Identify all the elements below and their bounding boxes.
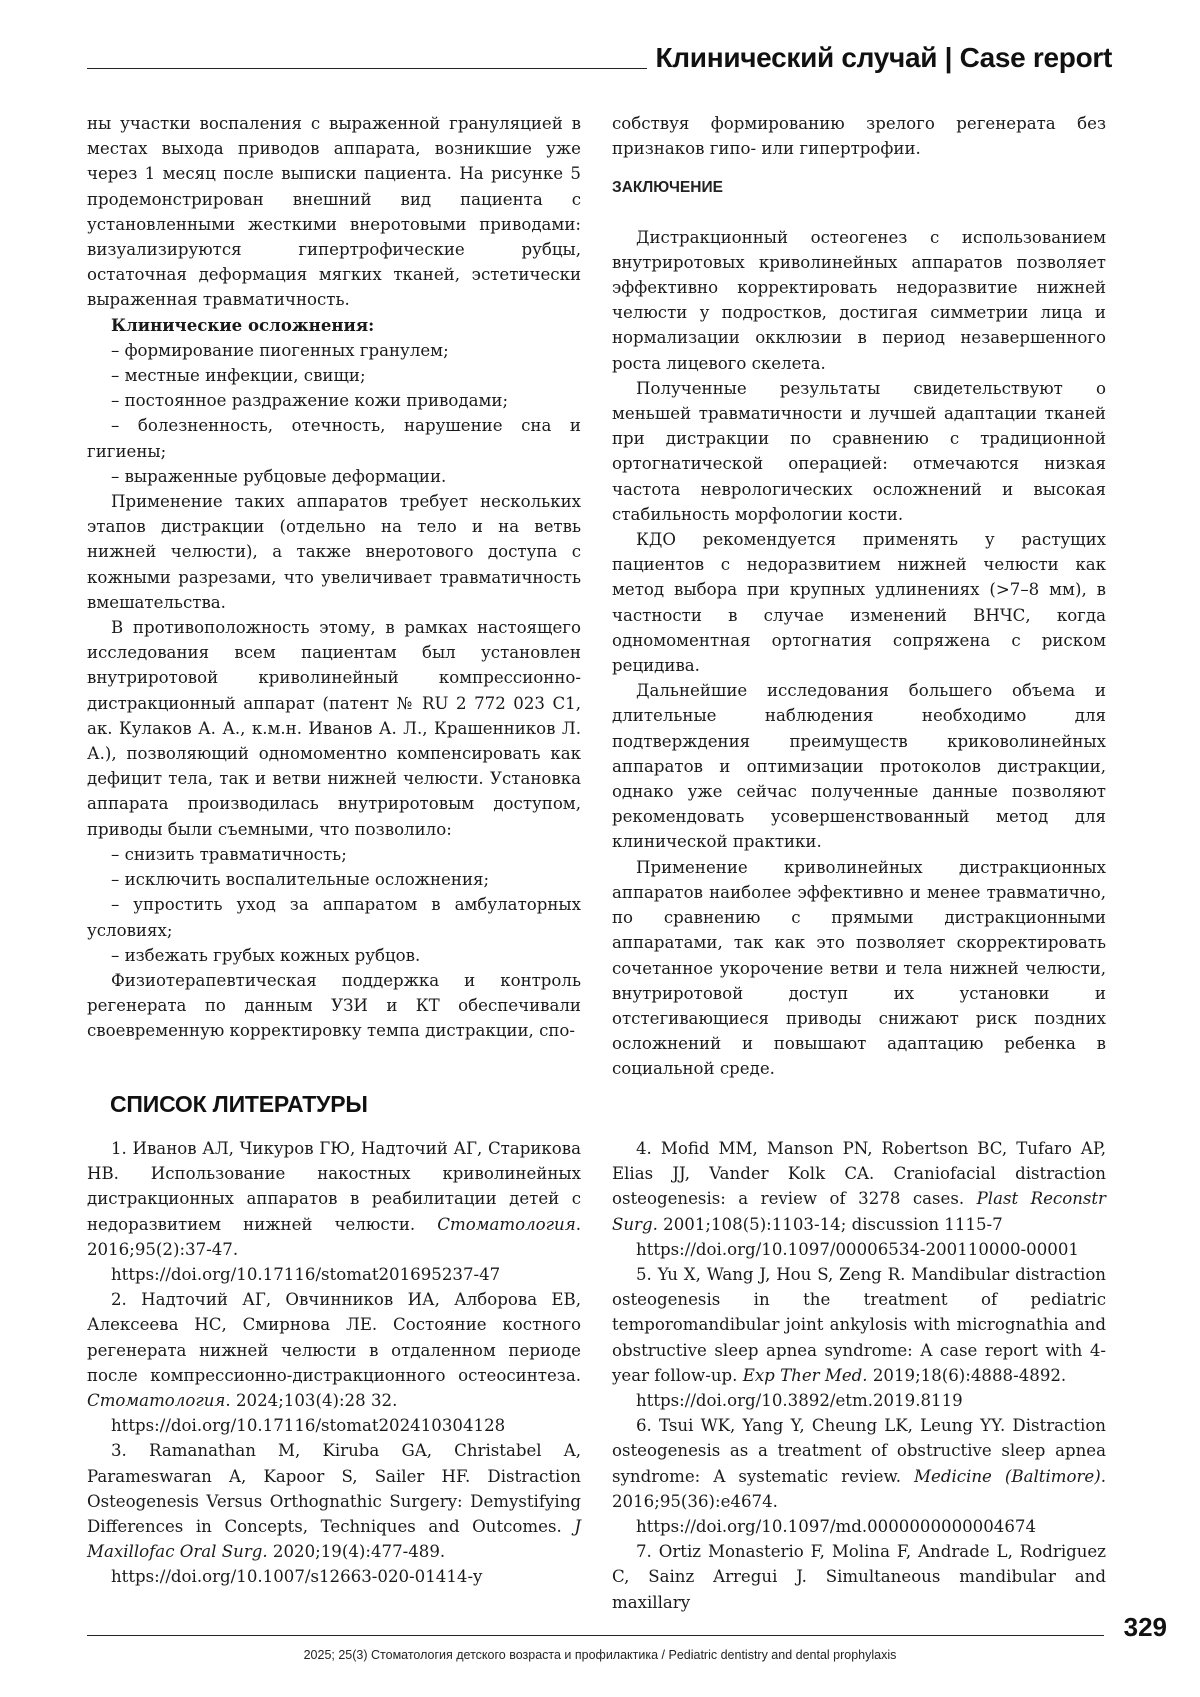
conclusion-paragraph: Дистракционный остеогенез с использованием внутриротовых криволинейных аппаратов позволяет эффективно корректировать недоразвитие нижней челюсти у подростков, достигая симметрии лица и нормализации окклюзии в период незавершенного роста лицевого скелета.: [612, 227, 1106, 373]
conclusion-paragraph: КДО рекомендуется применять у растущих пациентов с недоразвитием нижней челюсти как метод выбора при крупных удлинениях (>7–8 мм), в частности в случае изменений ВНЧС, когда одномоментная ортогнатия сопряжена с риском рецидива.: [612, 530, 1106, 676]
right-column: [612, 111, 1106, 1082]
reference-doi-link[interactable]: https://doi.org/10.17116/stomat202410304128: [111, 1416, 506, 1436]
complication-item: – формирование пиогенных гранулем;: [111, 340, 449, 360]
benefit-item: – исключить воспалительные осложнения;: [111, 870, 490, 890]
reference-doi-link[interactable]: https://doi.org/10.1097/md.0000000000004674: [636, 1517, 1037, 1537]
body-paragraph: Применение таких аппаратов требует нескольких этапов дистракции (отдельно на тело и на ветвь нижней челюсти), а также внеротового доступа с кожными разрезами, что увеличивает травматичность вмешательства.: [87, 492, 581, 612]
reference-item: 7. Ortiz Monasterio F, Molina F, Andrade L, Rodriguez C, Sainz Arregui J. Simultaneous mandibular and maxillary: [612, 1542, 1106, 1612]
benefit-item: – избежать грубых кожных рубцов.: [111, 945, 421, 965]
page-number: 329: [1123, 1612, 1167, 1642]
reference-doi-link[interactable]: https://doi.org/10.1007/s12663-020-01414-y: [111, 1567, 483, 1587]
complication-item: – постоянное раздражение кожи приводами;: [111, 391, 509, 411]
complications-title: Клинические осложнения:: [111, 314, 375, 335]
reference-item: 6. Tsui WK, Yang Y, Cheung LK, Leung YY. Distraction osteogenesis as a treatment of obstructive sleep apnea syndrome: A systematic review. Medicine (Baltimore). 2016;95(36):e4674.: [612, 1416, 1107, 1511]
body-paragraph: ны участки воспаления с выраженной грануляцией в местах выхода приводов аппарата, возникшие уже через 1 месяц после выписки пациента. На рисунке 5 продемонстрирован внешний вид пациента с установленными жесткими внеротовыми приводами: визуализируются гипертрофические рубцы, остаточная деформация мягких тканей, эстетически выраженная травматичность.: [87, 114, 581, 310]
body-paragraph: собствуя формированию зрелого регенерата без признаков гипо- или гипертрофии.: [612, 114, 1106, 159]
complication-item: – болезненность, отечность, нарушение сна и гигиены;: [87, 416, 581, 461]
body-paragraph: Физиотерапевтическая поддержка и контроль регенерата по данным УЗИ и КТ обеспечивали своевременную корректировку темпа дистракции, спо-: [87, 970, 581, 1041]
reference-doi-link[interactable]: https://doi.org/10.17116/stomat201695237-47: [111, 1265, 501, 1285]
reference-item: 2. Надточий АГ, Овчинников ИА, Алборова ЕВ, Алексеева НС, Смирнова ЛЕ. Состояние костного регенерата нижней челюсти в отдаленном периоде после компрессионно-дистракционного остеосинтеза. Стоматология. 2024;103(4):28 32.: [87, 1290, 581, 1411]
reference-item: 5. Yu X, Wang J, Hou S, Zeng R. Mandibular distraction osteogenesis in the treatment of pediatric temporomandibular joint ankylosis with micrognathia and obstructive sleep apnea syndrome: A case report with 4-year follow-up. Exp Ther Med. 2019;18(6):4888-4892.: [612, 1265, 1106, 1385]
benefit-item: – снизить травматичность;: [111, 844, 347, 864]
complication-item: – местные инфекции, свищи;: [111, 366, 366, 386]
footer-journal-line: 2025; 25(3) Стоматология детского возраста и профилактика / Pediatric dentistry and dental prophylaxis: [303, 1648, 897, 1662]
header-rule: [87, 68, 647, 69]
references-right-column: [612, 1136, 1106, 1615]
complication-item: – выраженные рубцовые деформации.: [111, 466, 447, 486]
conclusion-paragraph: Применение криволинейных дистракционных аппаратов наиболее эффективно и менее травматично, по сравнению с прямыми дистракционными аппаратами, так как это позволяет скорректировать сочетанное укорочение ветви и тела нижней челюсти, внутриротовой доступ их установки и отстегивающиеся приводы снижают риск поздних осложнений и повышают адаптацию ребенка в социальной среде.: [612, 857, 1106, 1079]
benefit-item: – упростить уход за аппаратом в амбулаторных условиях;: [87, 895, 581, 940]
running-header-title: Клинический случай | Case report: [655, 42, 1112, 73]
references-left-column: [87, 1136, 581, 1590]
conclusion-paragraph: Дальнейшие исследования большего объема и длительные наблюдения необходимо для подтверждения преимуществ криковолинейных аппаратов и оптимизации протоколов дистракции, однако уже сейчас полученные данные позволяют рекомендовать усовершенствованный метод для клинической практики.: [612, 681, 1106, 852]
footer-rule: [87, 1635, 1104, 1636]
references-heading: СПИСОК ЛИТЕРАТУРЫ: [110, 1091, 368, 1117]
conclusion-heading: ЗАКЛЮЧЕНИЕ: [612, 179, 723, 197]
reference-item: 3. Ramanathan M, Kiruba GA, Christabel A, Parameswaran A, Kapoor S, Sailer HF. Distraction Osteogenesis Versus Orthognathic Surgery: Demystifying Differences in Concepts, Techniques and Outcomes. J Maxillofac Oral Surg. 2020;19(4):477-489.: [87, 1441, 581, 1562]
reference-doi-link[interactable]: https://doi.org/10.3892/etm.2019.8119: [636, 1391, 963, 1411]
left-column: [87, 111, 581, 1044]
body-paragraph: В противоположность этому, в рамках настоящего исследования всем пациентам был установлен внутриротовой криволинейный компрессионно-дистракционный аппарат (патент № RU 2 772 023 C1, ак. Кулаков А. А., к.м.н. Иванов А. Л., Крашенников Л. А.), позволяющий одномоментно компенсировать как дефицит тела, так и ветви нижней челюсти. Установка аппарата производилась внутриротовым доступом, приводы были съемными, что позволило:: [87, 618, 581, 839]
reference-item: 1. Иванов АЛ, Чикуров ГЮ, Надточий АГ, Старикова НВ. Использование накостных криволинейных дистракционных аппаратов в реабилитации детей с недоразвитием нижней челюсти. Стоматология. 2016;95(2):37-47.: [87, 1139, 581, 1259]
reference-doi-link[interactable]: https://doi.org/10.1097/00006534-200110000-00001: [636, 1239, 1079, 1259]
reference-item: 4. Mofid MM, Manson PN, Robertson BC, Tufaro AP, Elias JJ, Vander Kolk CA. Craniofacial distraction osteogenesis: a review of 3278 cases. Plast Reconstr Surg. 2001;108(5):1103-14; discussion 1115-7: [612, 1139, 1106, 1234]
conclusion-paragraph: Полученные результаты свидетельствуют о меньшей травматичности и лучшей адаптации тканей при дистракции по сравнению с традиционной ортогнатической операцией: отмечаются низкая частота неврологических осложнений и высокая стабильность морфологии кости.: [612, 378, 1106, 524]
